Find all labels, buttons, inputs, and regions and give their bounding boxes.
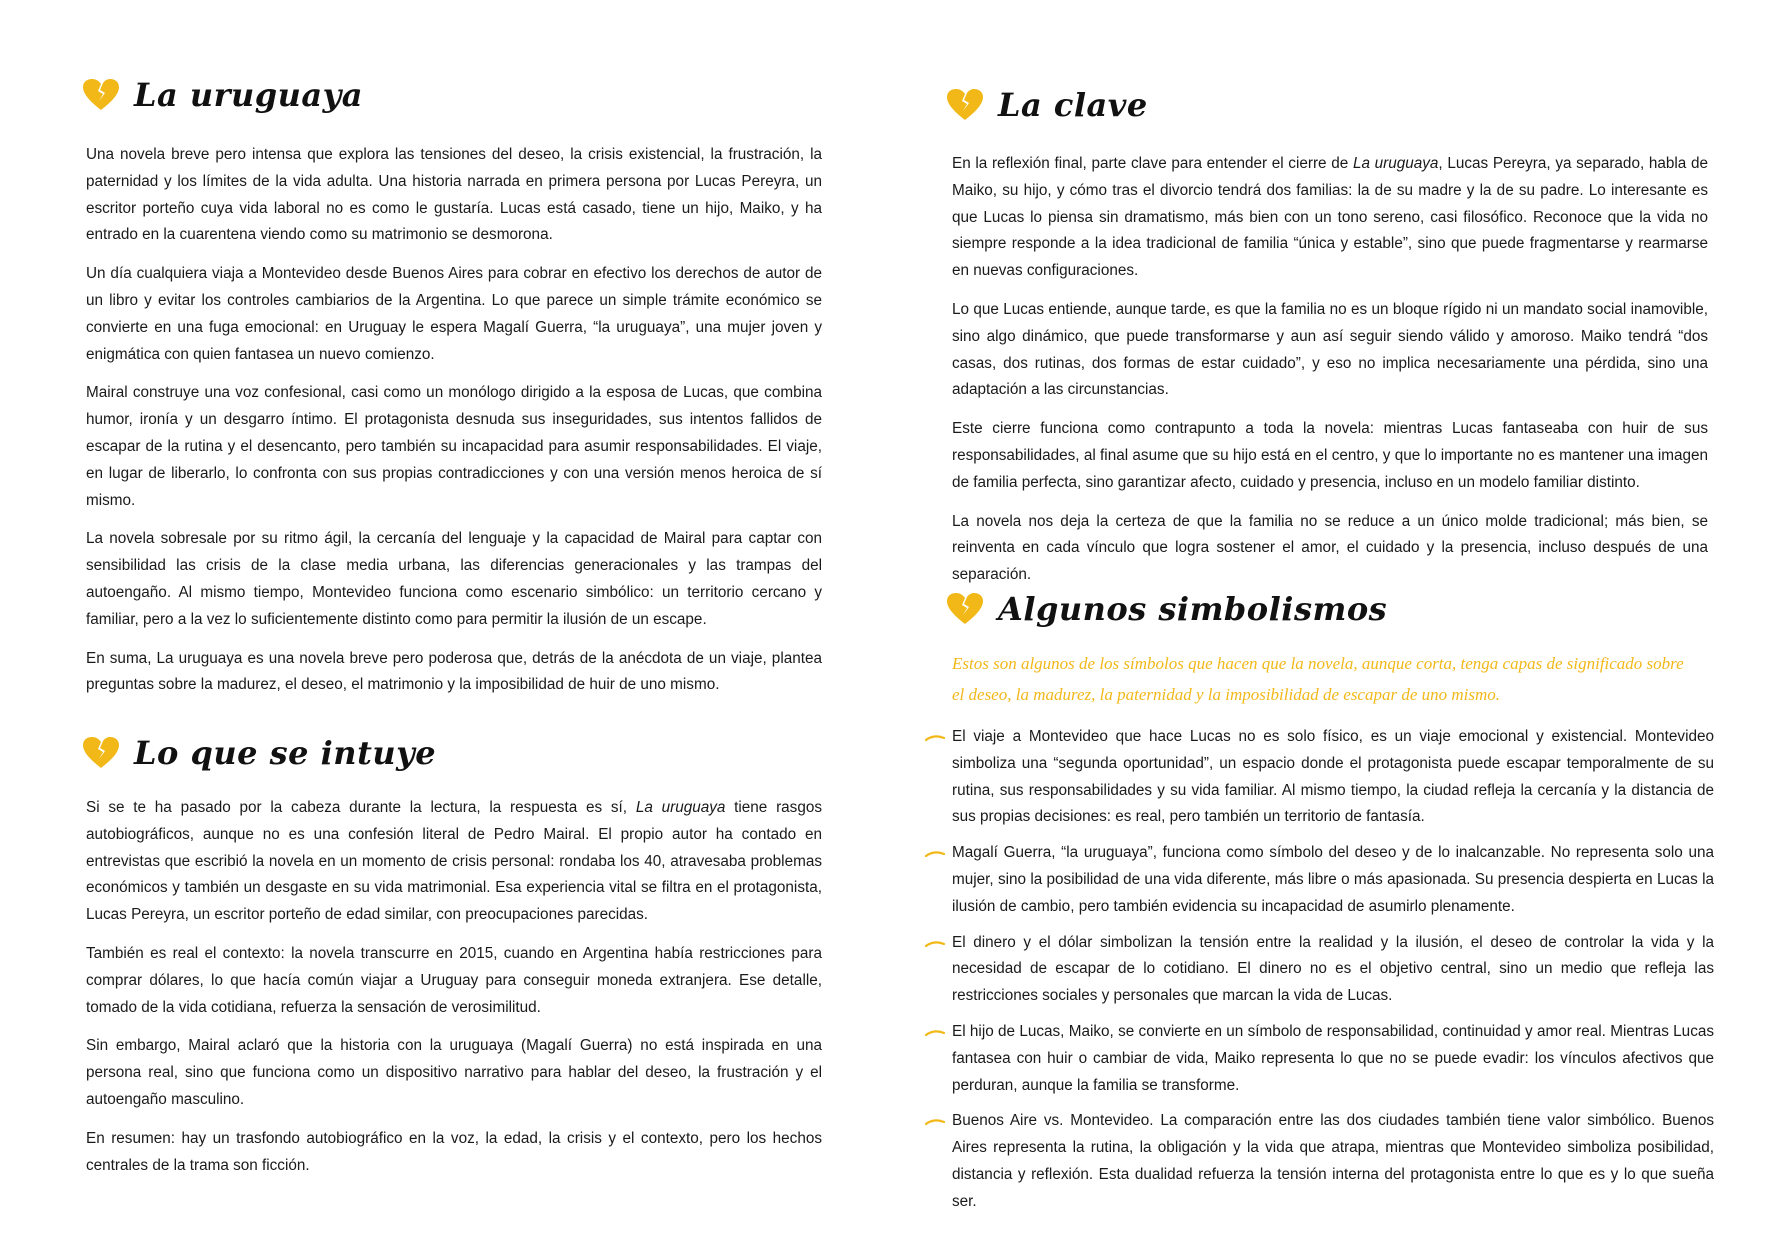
paragraph: Una novela breve pero intensa que explora las tensiones del deseo, la crisis existencial, la frustración, la paternidad y los límites de la vida adulta. Una historia narrada en primera persona por Lucas Pereyra, un escritor porteño cuya vida laboral no es como le gustaría. Lucas está casado, tiene un hijo, Maiko, y ha entrado en la cuarentena viendo como su matrimonio se desmorona. bbox=[86, 146, 822, 244]
paragraph: La novela nos deja la certeza de que la familia no se reduce a un único molde tradicional; más bien, se reinventa en cada vínculo que logra sostener el amor, el cuidado y la presencia, incluso después de una separación. bbox=[952, 512, 1708, 584]
list-item-text: El hijo de Lucas, Maiko, se convierte en un símbolo de responsabilidad, continuidad y amor real. Mientras Lucas fantasea con huir o cambiar de vida, Maiko representa lo que no se puede evadir: los vínculos afectivos que perduran, aunque la familia se transforme. bbox=[952, 1022, 1714, 1094]
section-title: Lo que se intuye bbox=[134, 734, 437, 772]
section-title: La uruguaya bbox=[134, 76, 363, 114]
paragraph: Lo que Lucas entiende, aunque tarde, es que la familia no es un bloque rígido ni un mandato social inamovible, sino algo dinámico, que puede transformarse y aun así seguir siendo válido y amoroso. Maiko tendrá “dos casas, dos rutinas, dos formas de estar cuidado”, y eso no implica necesariamente una pérdida, sino una adaptación a las circunstancias. bbox=[952, 300, 1708, 399]
text-run: En la reflexión final, parte clave para entender el cierre de bbox=[952, 155, 1353, 172]
paragraph: Un día cualquiera viaja a Montevideo desde Buenos Aires para cobrar en efectivo los derechos de autor de un libro y evitar los controles cambiarios de la Argentina. Lo que parece un simple trámite económico se convierte en una fuga emocional: en Uruguay le espera Magalí Guerra, “la uruguaya”, una mujer joven y enigmática con quien fantasea un nuevo comienzo. bbox=[86, 265, 822, 363]
lo-que-se-intuye-body bbox=[86, 795, 822, 1179]
section-title: La clave bbox=[998, 86, 1148, 124]
la-clave-body bbox=[952, 151, 1708, 589]
list-item bbox=[924, 840, 1714, 920]
broken-heart-icon bbox=[946, 592, 984, 626]
simbolismos-list bbox=[924, 724, 1714, 1225]
bullet-swash-icon bbox=[924, 733, 946, 743]
paragraph: También es real el contexto: la novela transcurre en 2015, cuando en Argentina había restricciones para comprar dólares, lo que hacía común viajar a Uruguay para conseguir moneda extranjera. Ese detalle, tomado de la vida cotidiana, refuerza la sensación de verosimilitud. bbox=[86, 944, 822, 1016]
broken-heart-icon bbox=[82, 78, 120, 112]
paragraph: Este cierre funciona como contrapunto a toda la novela: mientras Lucas fantaseaba con huir de sus responsabilidades, al final asume que su hijo está en el centro, y que lo importante no es mantener una imagen de familia perfecta, sino garantizar afecto, cuidado y presencia, incluso en un modelo familiar distinto. bbox=[952, 420, 1708, 491]
book-title-ref: La uruguaya bbox=[635, 799, 726, 816]
broken-heart-icon bbox=[82, 736, 120, 770]
list-item bbox=[924, 1108, 1714, 1215]
book-title-ref: La uruguaya bbox=[1352, 155, 1439, 172]
simbolismos-intro: Estos son algunos de los símbolos que hacen que la novela, aunque corta, tenga capas de significado sobre el deseo, la madurez, la paternidad y la imposibilidad de escapar de uno mismo. bbox=[952, 654, 1684, 704]
paragraph bbox=[86, 795, 822, 929]
list-item-text: Buenos Aire vs. Montevideo. La comparación entre las dos ciudades también tiene valor simbólico. Buenos Aires representa la rutina, la obligación y la vida que atrapa, mientras que Montevideo simboliza posibilidad, distancia y reflexión. Esta dualidad refuerza la tensión interna del protagonista entre lo que es y lo que sueña ser. bbox=[952, 1112, 1714, 1210]
broken-heart-icon bbox=[946, 88, 984, 122]
bullet-swash-icon bbox=[924, 1028, 946, 1038]
text-run: , Lucas Pereyra, ya separado, habla de Maiko, su hijo, y cómo tras el divorcio tendrá dos familias: la de su madre y la de su padre. Lo interesante es que Lucas lo piensa sin dramatismo, más bien con un tono sereno, casi filosófico. Reconoce que la vida no siempre responde a la idea tradicional de familia “única y estable”, sino que puede fragmentarse y rearmarse en nuevas configuraciones. bbox=[952, 155, 1708, 280]
paragraph: Mairal construye una voz confesional, casi como un monólogo dirigido a la esposa de Lucas, que combina humor, ironía y un desgarro íntimo. El protagonista desnuda sus inseguridades, sus intentos fallidos de escapar de la rutina y el desencanto, pero también su incapacidad para asumir responsabilidades. El viaje, en lugar de liberarlo, lo confronta con sus propias contradicciones y con una versión menos heroica de sí mismo. bbox=[86, 384, 822, 509]
list-item bbox=[924, 724, 1714, 831]
paragraph: En suma, La uruguaya es una novela breve pero poderosa que, detrás de la anécdota de un viaje, plantea preguntas sobre la madurez, el deseo, el matrimonio y la imposibilidad de huir de uno mismo. bbox=[86, 649, 822, 694]
section-header-algunos-simbolismos bbox=[946, 590, 1387, 628]
section-header-la-uruguaya bbox=[82, 76, 363, 114]
bullet-swash-icon bbox=[924, 1117, 946, 1127]
text-run: tiene rasgos autobiográficos, aunque no es una confesión literal de Pedro Mairal. El propio autor ha contado en entrevistas que escribió la novela en un momento de crisis personal: rondaba los 40, atravesaba problemas económicos y también un desgaste en su vida matrimonial. Esa experiencia vital se filtra en el protagonista, Lucas Pereyra, un escritor porteño de edad similar, con preocupaciones parecidas. bbox=[86, 799, 822, 924]
paragraph: En resumen: hay un trasfondo autobiográfico en la voz, la edad, la crisis y el contexto, pero los hechos centrales de la trama son ficción. bbox=[86, 1129, 822, 1174]
list-item-text: El viaje a Montevideo que hace Lucas no es solo físico, es un viaje emocional y existencial. Montevideo simboliza una “segunda oportunidad”, un espacio donde el protagonista puede escapar temporalmente de su rutina, sus responsabilidades y su vida familiar. Al mismo tiempo, la ciudad refleja la cercanía y la distancia de sus propias decisiones: es real, pero también un territorio de fantasía. bbox=[952, 728, 1714, 826]
list-item bbox=[924, 930, 1714, 1010]
list-item bbox=[924, 1019, 1714, 1099]
text-run: Si se te ha pasado por la cabeza durante la lectura, la respuesta es sí, bbox=[86, 799, 636, 816]
section-header-lo-que-se-intuye bbox=[82, 734, 436, 772]
list-item-text: Magalí Guerra, “la uruguaya”, funciona como símbolo del deseo y de lo inalcanzable. No representa solo una mujer, sino la posibilidad de una vida diferente, más libre o más apasionada. Su presencia despierta en Lucas la ilusión de cambio, pero también evidencia su incapacidad de asumirlo plenamente. bbox=[952, 844, 1714, 915]
paragraph bbox=[952, 151, 1708, 285]
bullet-swash-icon bbox=[924, 939, 946, 949]
paragraph: La novela sobresale por su ritmo ágil, la cercanía del lenguaje y la capacidad de Mairal para captar con sensibilidad las crisis de la clase media urbana, las diferencias generacionales y las trampas del autoengaño. Al mismo tiempo, Montevideo funciona como escenario simbólico: un territorio cercano y familiar, pero a la vez lo suficientemente distinto como para permitir la ilusión de un escape. bbox=[86, 530, 822, 628]
section-header-la-clave bbox=[946, 86, 1148, 124]
bullet-swash-icon bbox=[924, 849, 946, 859]
la-uruguaya-body bbox=[86, 142, 822, 699]
list-item-text: El dinero y el dólar simbolizan la tensión entre la realidad y la ilusión, el deseo de controlar la vida y la necesidad de escapar de lo cotidiano. El dinero no es el objetivo central, sino un medio que refleja las restricciones sociales y personales que marcan la vida de Lucas. bbox=[952, 933, 1714, 1005]
section-title: Algunos simbolismos bbox=[998, 590, 1388, 628]
paragraph: Sin embargo, Mairal aclaró que la historia con la uruguaya (Magalí Guerra) no está inspirada en una persona real, sino que funciona como un dispositivo narrativo para hablar del deseo, la frustración y el autoengaño masculino. bbox=[86, 1037, 822, 1108]
